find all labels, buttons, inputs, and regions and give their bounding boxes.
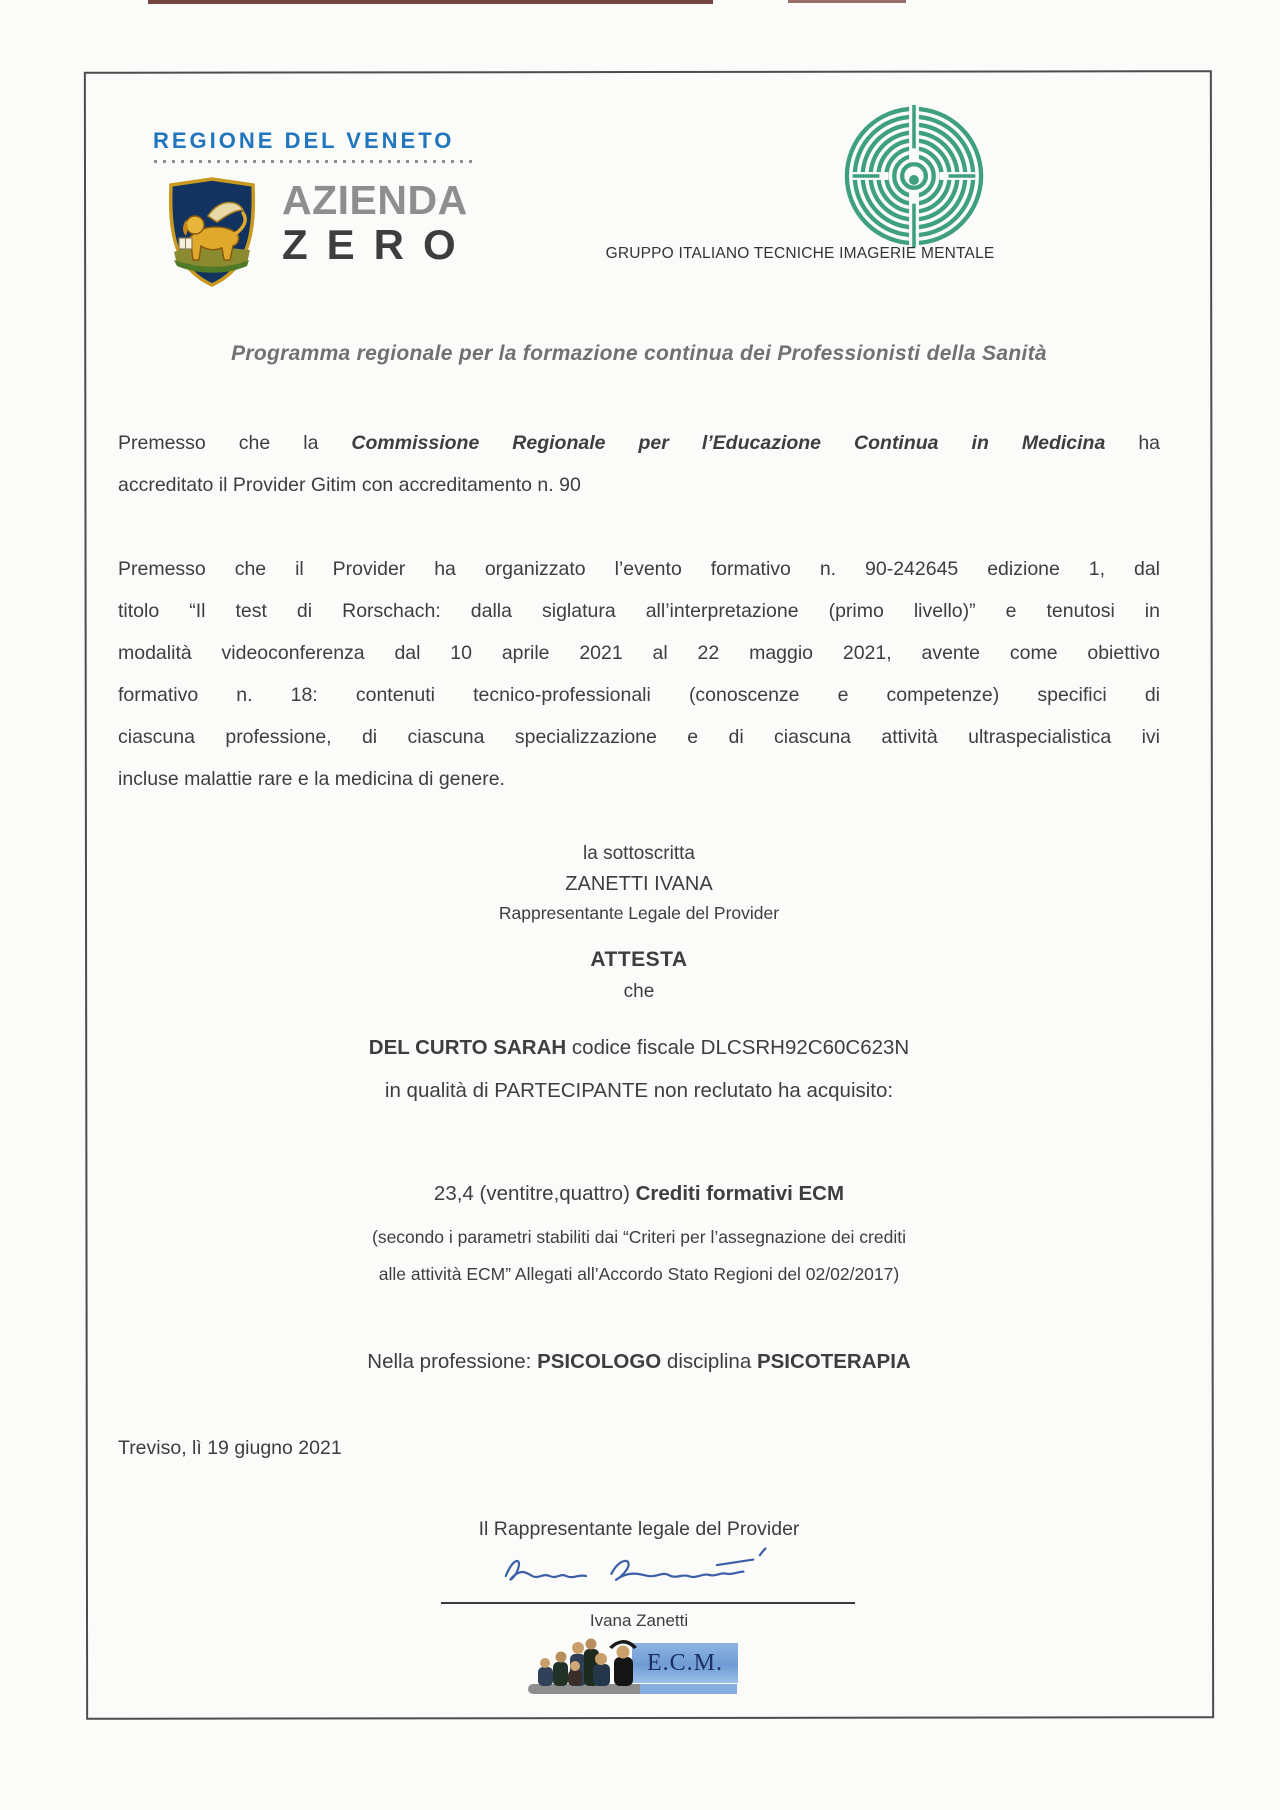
declarant-role: Rappresentante Legale del Provider: [498, 903, 780, 923]
ecm-people-icon: [530, 1636, 658, 1692]
participant-quality: in qualità di PARTECIPANTE non reclutato ha acquisito:: [384, 1079, 894, 1102]
credits-note: (secondo i parametri stabiliti dai “Criteri per l’assegnazione dei crediti: [372, 1227, 906, 1247]
discipline-value: PSICOTERAPIA: [756, 1350, 911, 1373]
azienda-label: AZIENDA: [282, 177, 468, 223]
scan-artifact: [148, 0, 713, 4]
paragraph-line: incluse malattie rare e la medicina di genere.: [118, 768, 505, 790]
declarant-name: ZANETTI IVANA: [565, 873, 713, 895]
place-date: Treviso, lì 19 giugno 2021: [118, 1437, 342, 1459]
ecm-logo: [528, 1638, 738, 1696]
profession-value: PSICOLOGO: [537, 1350, 662, 1373]
paragraph-line: ciascuna professione, di ciascuna specializzazione e di ciascuna attività ultraspecialistica ivi: [118, 726, 1160, 748]
paragraph-line: accreditato il Provider Gitim con accreditamento n. 90: [118, 474, 581, 496]
credits-label: Crediti formativi ECM: [635, 1182, 845, 1205]
signatory-name: Ivana Zanetti: [589, 1611, 689, 1630]
dotted-divider: [154, 160, 472, 163]
scan-artifact: [788, 0, 906, 3]
attesta-heading: ATTESTA: [590, 948, 688, 971]
paragraph-line: modalità videoconferenza dal 10 aprile 2021 al 22 maggio 2021, avente come obiettivo: [118, 642, 1160, 664]
azienda-zero-logo-text: [282, 178, 475, 268]
credits-note: alle attività ECM” Allegati all’Accordo Stato Regioni del 02/02/2017): [378, 1264, 900, 1284]
profession-line: Nella professione: PSICOLOGO disciplina PSICOTERAPIA: [367, 1350, 911, 1373]
paragraph-accreditation: [118, 422, 1160, 506]
paragraph-line: titolo “Il test di Rorschach: dalla siglatura all’interpretazione (primo livello)” e tenutosi in: [118, 600, 1160, 622]
signature-underline: [441, 1602, 855, 1604]
participant-name: DEL CURTO SARAH: [368, 1036, 567, 1059]
participant-line: [118, 1036, 1160, 1060]
region-label: REGIONE DEL VENETO: [153, 128, 455, 153]
che-text: che: [623, 981, 655, 1002]
paragraph-line: Premesso che la Commissione Regionale per l’Educazione Continua in Medicina ha: [118, 432, 1161, 454]
labyrinth-logo-icon: [840, 102, 988, 250]
participant-fiscal-code: codice fiscale DLCSRH92C60C623N: [566, 1036, 910, 1059]
paragraph-line: formativo n. 18: contenuti tecnico-professionali (conoscenze e competenze) specifici di: [118, 684, 1160, 706]
gitim-caption: GRUPPO ITALIANO TECNICHE IMAGERIE MENTALE: [605, 245, 995, 262]
declarant-intro: la sottoscritta: [583, 843, 695, 864]
document-title: Programma regionale per la formazione continua dei Professionisti della Sanità: [231, 342, 1047, 365]
paragraph-event: [118, 548, 1160, 800]
venice-lion-crest-icon: [164, 176, 260, 288]
paragraph-line: Premesso che il Provider ha organizzato l’evento formativo n. 90-242645 edizione 1, dal: [118, 558, 1160, 580]
handwritten-signature-icon: [497, 1545, 783, 1595]
zero-label: ZERO: [282, 221, 475, 268]
ecm-label: E.C.M.: [646, 1649, 723, 1676]
credits-line: [118, 1182, 1160, 1206]
credits-amount: 23,4 (ventitre,quattro): [433, 1182, 636, 1205]
signature-title: Il Rappresentante legale del Provider: [478, 1518, 800, 1540]
